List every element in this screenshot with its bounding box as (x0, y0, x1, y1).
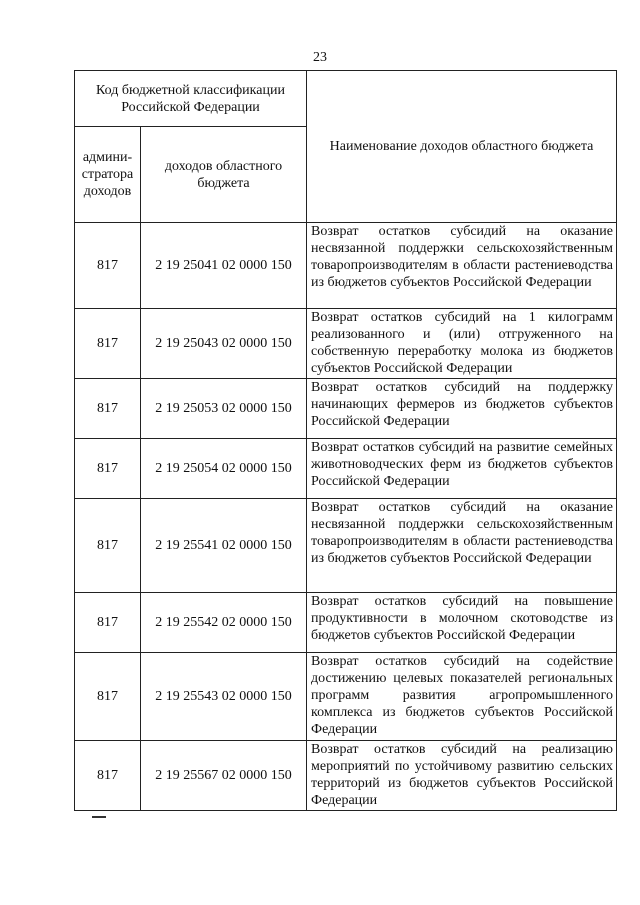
table-row (75, 439, 617, 499)
table-row (75, 309, 617, 379)
income-name-cell: Возврат остатков субсидий на повышение продуктивности в молочном скотоводстве из бюджетов субъектов Российской Федерации (307, 593, 617, 653)
income-name-cell: Возврат остатков субсидий на поддержку начинающих фермеров из бюджетов субъектов Российской Федерации (307, 379, 617, 439)
admin-code-cell: 817 (75, 499, 141, 593)
income-name-cell: Возврат остатков субсидий на реализацию мероприятий по устойчивому развитию сельских территорий из бюджетов субъектов Российской Федерации (307, 741, 617, 811)
admin-code-cell: 817 (75, 439, 141, 499)
income-name-cell: Возврат остатков субсидий на оказание несвязанной поддержки сельскохозяйственным товаропроизводителям в области растениеводства из бюджетов субъектов Российской Федерации (307, 223, 617, 309)
admin-code-cell: 817 (75, 741, 141, 811)
table-row (75, 499, 617, 593)
header-income: доходов областного бюджета (141, 127, 307, 223)
header-code-group: Код бюджетной классификации Российской Федерации (75, 71, 307, 127)
income-code-cell: 2 19 25567 02 0000 150 (141, 741, 307, 811)
admin-code-cell: 817 (75, 653, 141, 741)
admin-code-cell: 817 (75, 223, 141, 309)
income-name-cell: Возврат остатков субсидий на 1 килограмм реализованного и (или) отгруженного на собственную переработку молока из бюджетов субъектов Российской Федерации (307, 309, 617, 379)
income-code-cell: 2 19 25054 02 0000 150 (141, 439, 307, 499)
income-name-cell: Возврат остатков субсидий на содействие достижению целевых показателей региональных программ развития агропромышленного комплекса из бюджетов субъектов Российской Федерации (307, 653, 617, 741)
income-code-cell: 2 19 25053 02 0000 150 (141, 379, 307, 439)
header-admin: админи-стратора доходов (75, 127, 141, 223)
table-row (75, 741, 617, 811)
income-code-cell: 2 19 25541 02 0000 150 (141, 499, 307, 593)
header-row-top (75, 71, 617, 127)
page-number: 23 (313, 50, 327, 65)
admin-code-cell: 817 (75, 593, 141, 653)
income-code-cell: 2 19 25041 02 0000 150 (141, 223, 307, 309)
income-code-cell: 2 19 25043 02 0000 150 (141, 309, 307, 379)
admin-code-cell: 817 (75, 379, 141, 439)
budget-classification-table (74, 70, 617, 811)
income-code-cell: 2 19 25542 02 0000 150 (141, 593, 307, 653)
income-code-cell: 2 19 25543 02 0000 150 (141, 653, 307, 741)
table-body (75, 71, 617, 811)
header-name: Наименование доходов областного бюджета (307, 71, 617, 223)
dash-mark (92, 816, 106, 818)
table-row (75, 379, 617, 439)
income-name-cell: Возврат остатков субсидий на развитие семейных животноводческих ферм из бюджетов субъектов Российской Федерации (307, 439, 617, 499)
admin-code-cell: 817 (75, 309, 141, 379)
income-name-cell: Возврат остатков субсидий на оказание несвязанной поддержки сельскохозяйственным товаропроизводителям в области растениеводства из бюджетов субъектов Российской Федерации (307, 499, 617, 593)
table-row (75, 223, 617, 309)
table-row (75, 653, 617, 741)
table-row (75, 593, 617, 653)
